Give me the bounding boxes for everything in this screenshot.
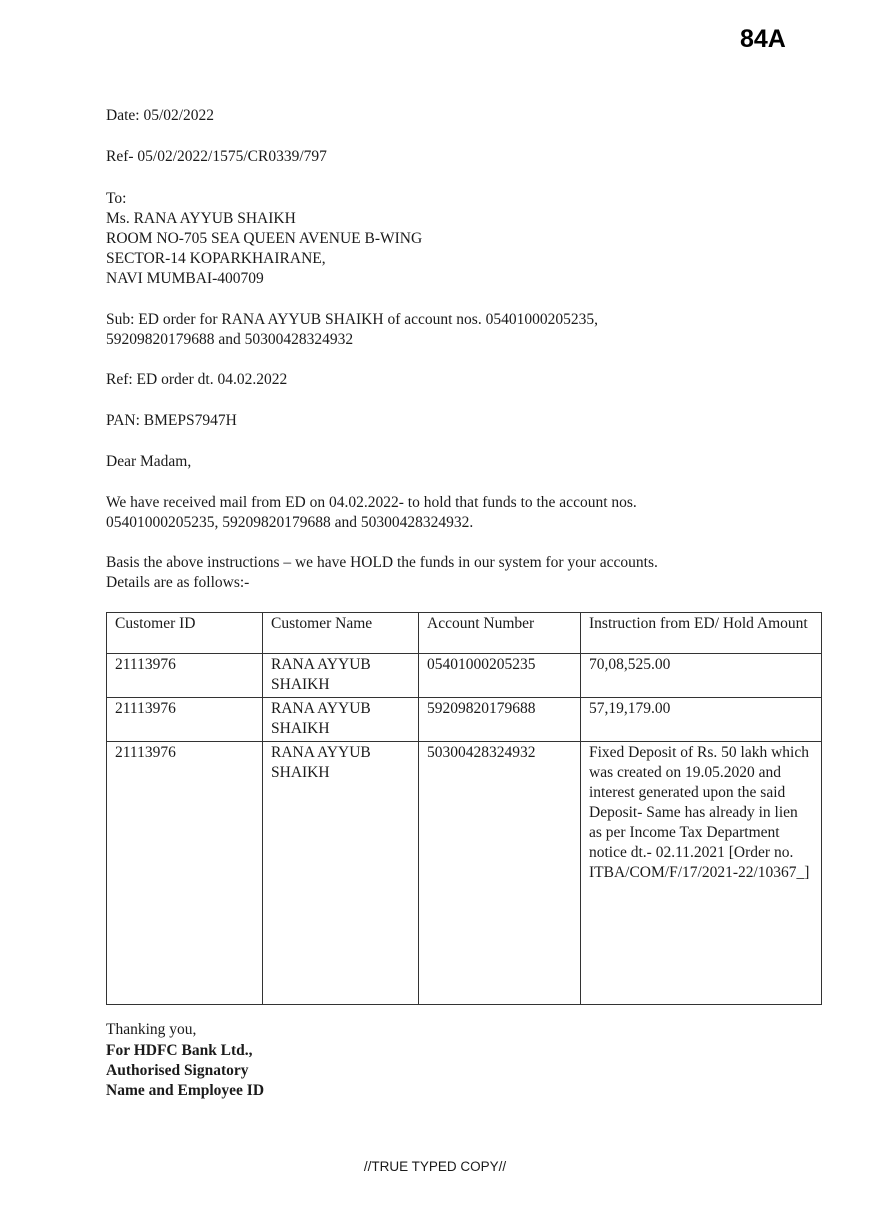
cell-account-number: 05401000205235 — [419, 654, 581, 698]
table-row — [107, 654, 822, 698]
header-customer-name: Customer Name — [263, 613, 419, 654]
closing-thanks: Thanking you, — [106, 1021, 197, 1038]
paragraph-1-line-2: 05401000205235, 59209820179688 and 50300428324932. — [106, 514, 474, 531]
true-typed-copy-note: //TRUE TYPED COPY// — [363, 1159, 507, 1174]
header-instruction: Instruction from ED/ Hold Amount — [581, 613, 822, 654]
paragraph-2-line-1: Basis the above instructions – we have HOLD the funds in our system for your accounts. — [106, 554, 658, 571]
subject-line-1: Sub: ED order for RANA AYYUB SHAIKH of account nos. 05401000205235, — [106, 311, 598, 328]
header-customer-id: Customer ID — [107, 613, 263, 654]
addressee-name: Ms. RANA AYYUB SHAIKH — [106, 210, 296, 227]
cell-account-number: 59209820179688 — [419, 698, 581, 742]
table-header-row — [107, 613, 822, 654]
cell-customer-name: RANA AYYUB SHAIKH — [263, 698, 419, 742]
addressee-address-line-3: NAVI MUMBAI-400709 — [106, 270, 264, 287]
cell-customer-id: 21113976 — [107, 698, 263, 742]
hold-details-table — [106, 612, 822, 1005]
closing-bank-name: For HDFC Bank Ltd., — [106, 1042, 253, 1059]
subject-line-2: 59209820179688 and 50300428324932 — [106, 331, 354, 348]
table-row — [107, 742, 822, 1005]
cell-instruction: 57,19,179.00 — [581, 698, 822, 742]
addressee-address-line-1: ROOM NO-705 SEA QUEEN AVENUE B-WING — [106, 230, 423, 247]
cell-customer-id: 21113976 — [107, 654, 263, 698]
addressee-address-line-2: SECTOR-14 KOPARKHAIRANE, — [106, 250, 326, 267]
cell-customer-id: 21113976 — [107, 742, 263, 1005]
pan-number: PAN: BMEPS7947H — [106, 412, 237, 429]
letter-date: Date: 05/02/2022 — [106, 107, 215, 124]
page-number: 84A — [740, 25, 786, 53]
cell-instruction: 70,08,525.00 — [581, 654, 822, 698]
paragraph-1-line-1: We have received mail from ED on 04.02.2022- to hold that funds to the account nos. — [106, 494, 637, 511]
closing-name-employee-id: Name and Employee ID — [106, 1082, 265, 1099]
letter-reference: Ref- 05/02/2022/1575/CR0339/797 — [106, 148, 327, 165]
cell-customer-name: RANA AYYUB SHAIKH — [263, 654, 419, 698]
closing-signatory: Authorised Signatory — [106, 1062, 249, 1079]
addressee-to-label: To: — [106, 190, 127, 207]
table-row — [107, 698, 822, 742]
cell-account-number: 50300428324932 — [419, 742, 581, 1005]
order-reference: Ref: ED order dt. 04.02.2022 — [106, 371, 288, 388]
cell-instruction: Fixed Deposit of Rs. 50 lakh which was created on 19.05.2020 and interest generated upon the said Deposit- Same has already in lien as per Income Tax Department notice dt.- 02.11.2021 [Order no. ITBA/COM/F/17/2021-22/10367_] — [581, 742, 822, 1005]
salutation: Dear Madam, — [106, 453, 192, 470]
cell-customer-name: RANA AYYUB SHAIKH — [263, 742, 419, 1005]
header-account-number: Account Number — [419, 613, 581, 654]
paragraph-2-line-2: Details are as follows:- — [106, 574, 250, 591]
